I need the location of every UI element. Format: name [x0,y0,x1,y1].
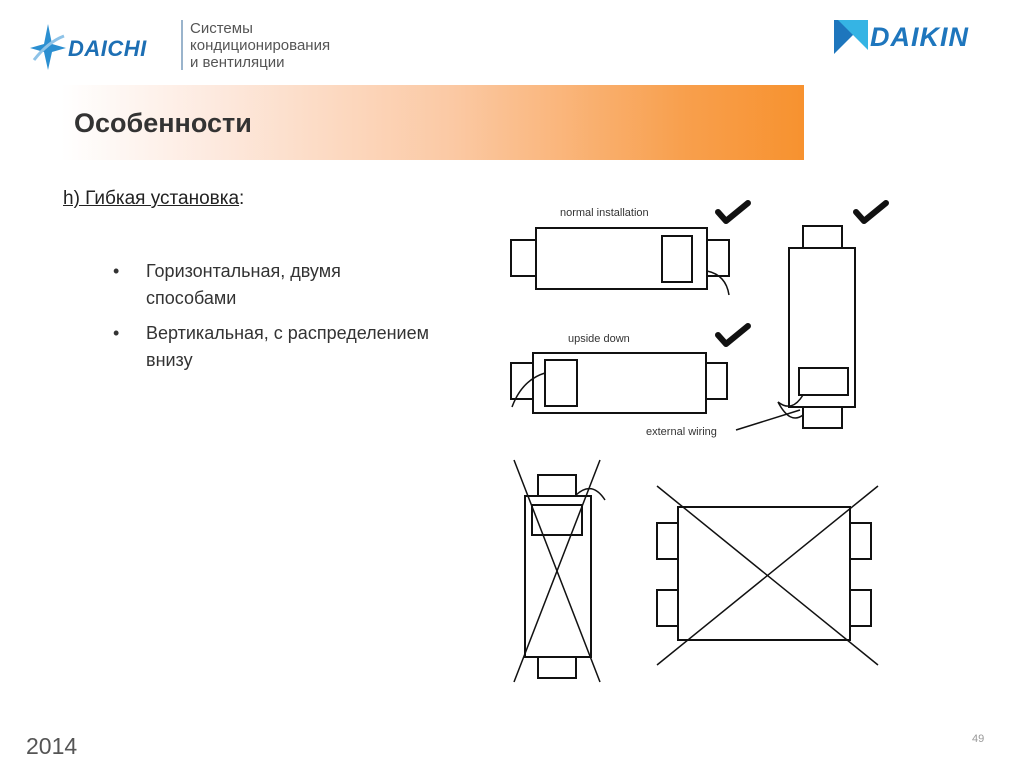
tagline-line-1: Системы [190,20,253,37]
daichi-logo [28,16,368,76]
check-icon [856,203,886,221]
diagram-upside-down [511,326,748,413]
label-normal-installation: normal installation [560,207,649,219]
bullet-horizontal: • Горизонтальная, двумя способами [113,258,433,312]
diagram-normal-installation [511,203,748,295]
check-icon [718,203,748,221]
daichi-tagline [190,20,330,71]
tagline-line-3: и вентиляции [190,54,285,71]
logo-divider [181,20,183,70]
subheading-text: h) Гибкая установка [63,188,240,209]
page-number: 49 [972,733,985,745]
daichi-wordmark: DAICHI [68,36,147,61]
diagram-wrong-vertical [514,460,605,682]
tagline-line-2: кондиционирования [190,37,331,54]
feature-bullet-list [113,258,433,382]
daikin-wordmark: DAIKIN [870,22,969,52]
label-external-wiring: external wiring [646,426,717,438]
bullet-vertical: • Вертикальная, с распределением внизу [113,320,433,374]
section-subheading [63,188,244,210]
daikin-triangle-icon [834,20,868,54]
page-title: Особенности [74,108,252,138]
installation-diagram [500,195,900,690]
diagram-vertical-installation [646,203,886,438]
check-icon [718,326,748,344]
daikin-logo [834,18,1004,58]
diagram-wrong-flat [657,486,878,665]
subheading-colon: : [239,188,245,209]
footer-year: 2014 [26,733,78,759]
daichi-swirl-icon [28,22,68,72]
label-upside-down: upside down [568,333,630,345]
